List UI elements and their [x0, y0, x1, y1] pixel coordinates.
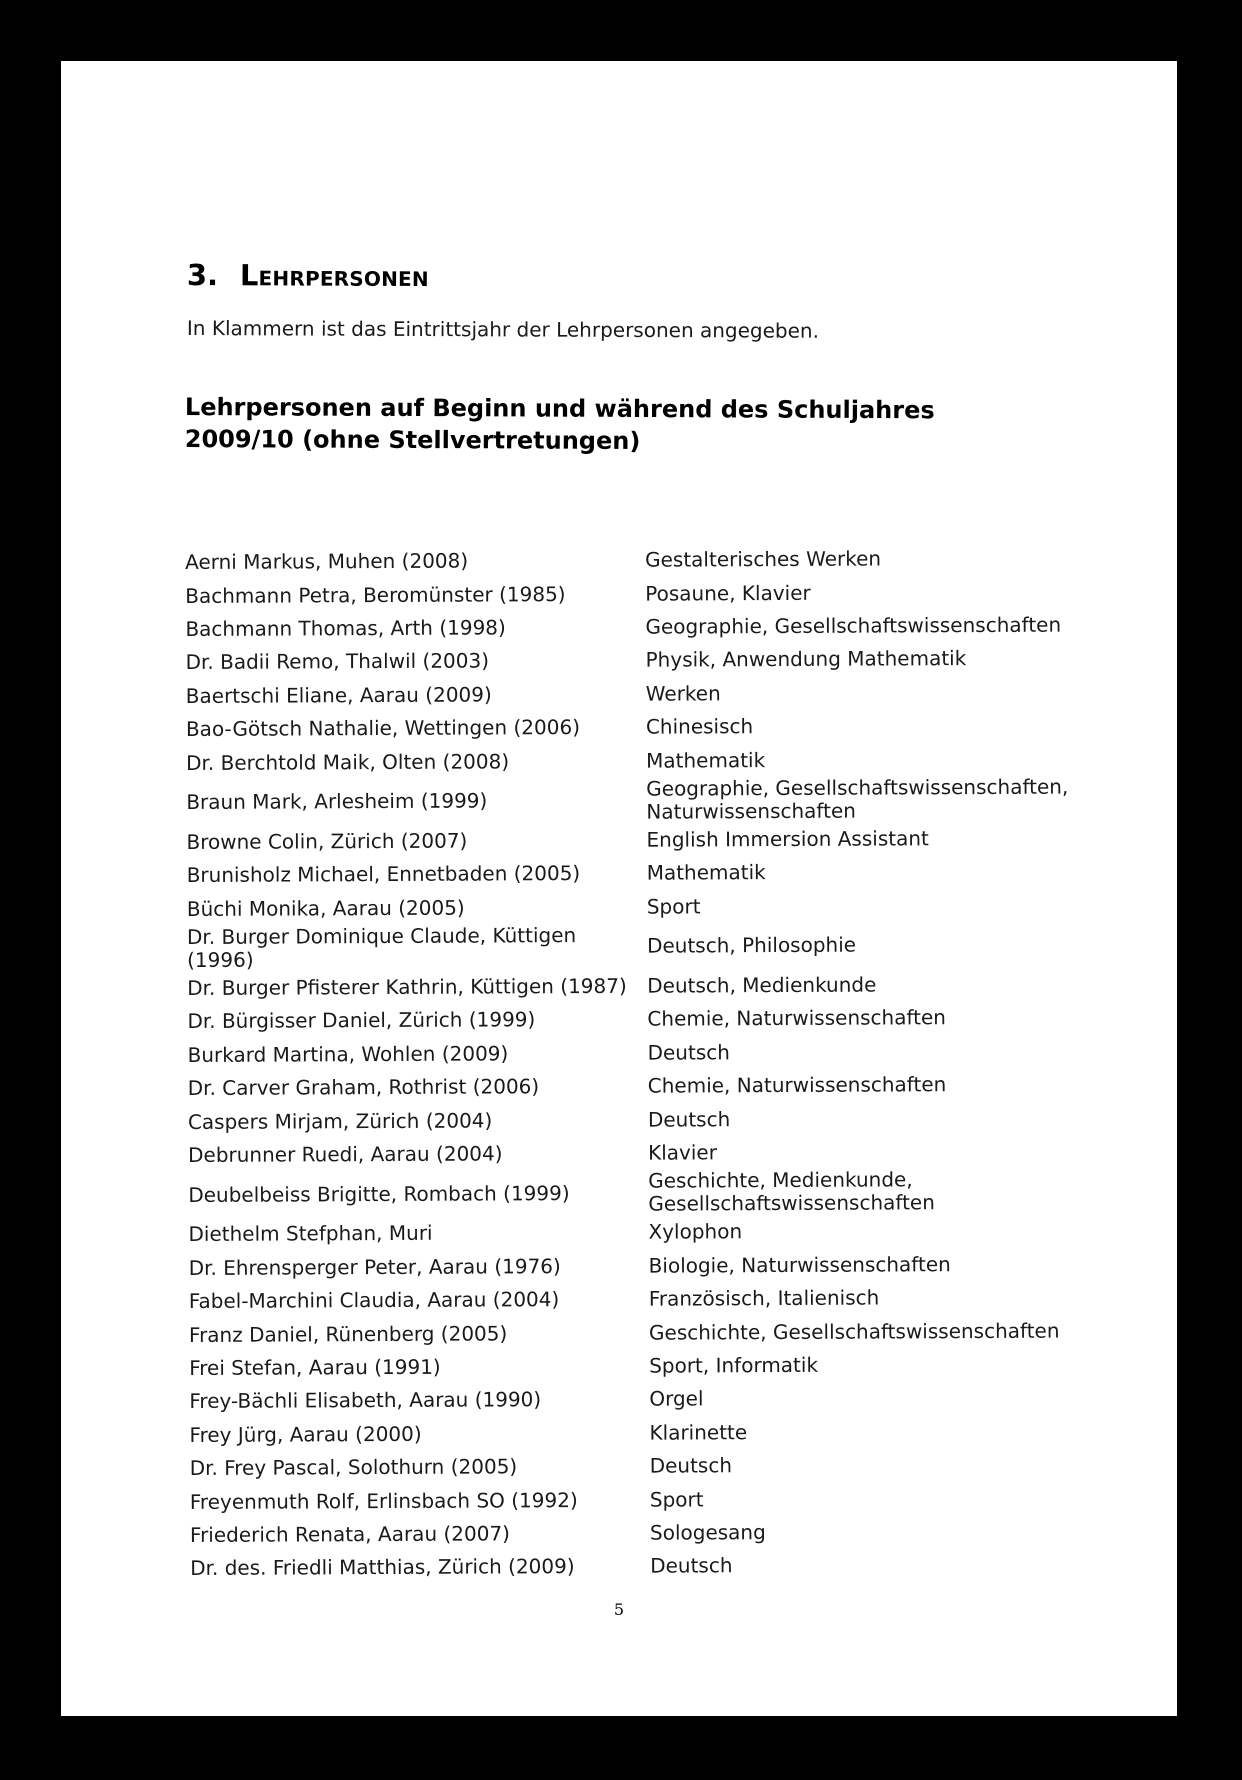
teacher-subjects: Gestalterisches Werken [645, 546, 882, 572]
table-row [185, 608, 1115, 646]
teacher-name: Frei Stefan, Aarau (1991) [189, 1354, 441, 1380]
teacher-name: Frey-Bächli Elisabeth, Aarau (1990) [189, 1387, 542, 1414]
teacher-subjects: Klarinette [649, 1419, 748, 1445]
teacher-subjects: Sport [649, 1486, 704, 1512]
teacher-name: Frey Jürg, Aarau (2000) [189, 1421, 422, 1447]
section-number: 3. [186, 258, 219, 293]
teacher-subjects: Chemie, Naturwissenschaften [647, 1005, 947, 1032]
teacher-subjects: Sologesang [649, 1520, 766, 1545]
teacher-name: Deubelbeiss Brigitte, Rombach (1999) [188, 1180, 570, 1207]
teacher-subjects: Geschichte, Medienkunde, Gesellschaftswissenschaften [648, 1167, 935, 1216]
teacher-subjects: Sport, Informatik [649, 1352, 819, 1378]
table-row [186, 675, 1116, 713]
table-row [185, 575, 1115, 613]
teacher-subjects: Deutsch [650, 1553, 733, 1579]
document-page [61, 61, 1177, 1716]
teacher-name: Diethelm Stefphan, Muri [188, 1221, 433, 1247]
table-row [188, 1214, 1118, 1252]
teacher-name: Burkard Martina, Wohlen (2009) [187, 1041, 509, 1067]
teacher-subjects: English Immersion Assistant [646, 826, 929, 852]
teacher-subjects: Deutsch [647, 1040, 730, 1065]
teacher-name: Dr. Bürgisser Daniel, Zürich (1999) [187, 1007, 536, 1034]
teacher-name: Dr. Burger Pfisterer Kathrin, Küttigen (1987) [187, 973, 627, 1001]
table-row [187, 888, 1117, 926]
teacher-subjects: Geographie, Gesellschaftswissenschaften [645, 612, 1062, 639]
table-row [186, 821, 1116, 859]
teacher-name: Franz Daniel, Rünenberg (2005) [188, 1320, 508, 1347]
table-row [187, 1034, 1117, 1072]
teacher-subjects: Posaune, Klavier [645, 580, 811, 606]
teacher-subjects: Deutsch [649, 1453, 733, 1478]
teacher-subjects: Französisch, Italienisch [648, 1285, 880, 1311]
teacher-subjects: Klavier [648, 1140, 717, 1165]
table-row [186, 775, 1116, 826]
teacher-subjects: Werken [645, 681, 721, 706]
table-row [187, 921, 1117, 972]
table-row [190, 1447, 1120, 1485]
teacher-name: Caspers Mirjam, Zürich (2004) [187, 1108, 493, 1134]
teacher-name: Dr. des. Friedli Matthias, Zürich (2009) [190, 1554, 575, 1581]
teacher-subjects: Mathematik [646, 747, 766, 773]
table-row [190, 1481, 1120, 1519]
teacher-name: Dr. Berchtold Maik, Olten (2008) [186, 748, 510, 775]
teacher-name: Dr. Carver Graham, Rothrist (2006) [187, 1074, 540, 1101]
table-row [186, 641, 1116, 679]
teacher-name: Dr. Frey Pascal, Solothurn (2005) [189, 1454, 518, 1481]
table-row [185, 541, 1115, 579]
teacher-subjects: Physik, Anwendung Mathematik [645, 646, 967, 673]
teacher-subjects: Chemie, Naturwissenschaften [647, 1072, 947, 1098]
table-row [190, 1514, 1120, 1552]
teacher-name: Browne Colin, Zürich (2007) [186, 828, 468, 854]
table-row [186, 708, 1116, 746]
teacher-name: Freyenmuth Rolf, Erlinsbach SO (1992) [189, 1487, 578, 1514]
table-row [188, 1067, 1118, 1105]
teacher-subjects: Geschichte, Gesellschaftswissenschaften [648, 1318, 1060, 1345]
teacher-name: Büchi Monika, Aarau (2005) [186, 895, 465, 921]
teacher-subjects: Geographie, Gesellschaftswissenschaften, Naturwissenschaften [646, 774, 1069, 824]
table-row [189, 1414, 1119, 1452]
section-title: Lehrpersonen [239, 258, 429, 294]
table-row [189, 1347, 1119, 1385]
teacher-subjects: Mathematik [646, 860, 766, 885]
table-row [187, 967, 1117, 1005]
teacher-name: Braun Mark, Arlesheim (1999) [186, 788, 488, 815]
page-number: 5 [613, 1600, 625, 1619]
teacher-name: Bachmann Thomas, Arth (1998) [185, 615, 506, 641]
teacher-subjects: Chinesisch [645, 714, 754, 739]
table-row [189, 1380, 1119, 1418]
table-row [188, 1168, 1118, 1219]
teacher-name: Bao-Götsch Nathalie, Wettingen (2006) [185, 715, 581, 742]
table-row [189, 1247, 1119, 1285]
teacher-name: Aerni Markus, Muhen (2008) [185, 548, 469, 575]
table-row [189, 1314, 1119, 1352]
teacher-subjects: Orgel [649, 1386, 704, 1412]
teacher-list [185, 541, 1120, 1585]
teacher-subjects: Biologie, Naturwissenschaften [648, 1251, 951, 1278]
table-row [189, 1280, 1119, 1318]
teacher-name: Brunisholz Michael, Ennetbaden (2005) [186, 861, 581, 888]
table-row [187, 1001, 1117, 1039]
table-row [188, 1134, 1118, 1172]
table-row [188, 1101, 1118, 1139]
teacher-name: Friederich Renata, Aarau (2007) [189, 1521, 511, 1547]
teacher-name: Dr. Ehrensperger Peter, Aarau (1976) [188, 1253, 561, 1280]
teacher-name: Dr. Badii Remo, Thalwil (2003) [185, 648, 490, 675]
section-heading [187, 257, 429, 294]
teacher-subjects: Deutsch, Medienkunde [647, 972, 877, 998]
table-row [187, 854, 1117, 892]
teacher-name: Debrunner Ruedi, Aarau (2004) [188, 1141, 503, 1168]
intro-text: In Klammern ist das Eintrittsjahr der Lehrpersonen angegeben. [186, 316, 820, 343]
teacher-name: Fabel-Marchini Claudia, Aarau (2004) [188, 1287, 560, 1314]
teacher-subjects: Deutsch [647, 1106, 731, 1132]
teacher-name: Bachmann Petra, Beromünster (1985) [185, 581, 566, 608]
table-row [190, 1547, 1120, 1585]
table-subheading: Lehrpersonen auf Beginn und während des Schuljahres 2009/10 (ohne Stellvertretungen) [184, 392, 935, 455]
teacher-name: Baertschi Eliane, Aarau (2009) [185, 682, 492, 708]
teacher-subjects: Deutsch, Philosophie [646, 933, 857, 959]
teacher-subjects: Sport [646, 894, 701, 919]
teacher-name: Dr. Burger Dominique Claude, Küttigen (1996) [186, 922, 577, 972]
teacher-subjects: Xylophon [648, 1219, 743, 1245]
